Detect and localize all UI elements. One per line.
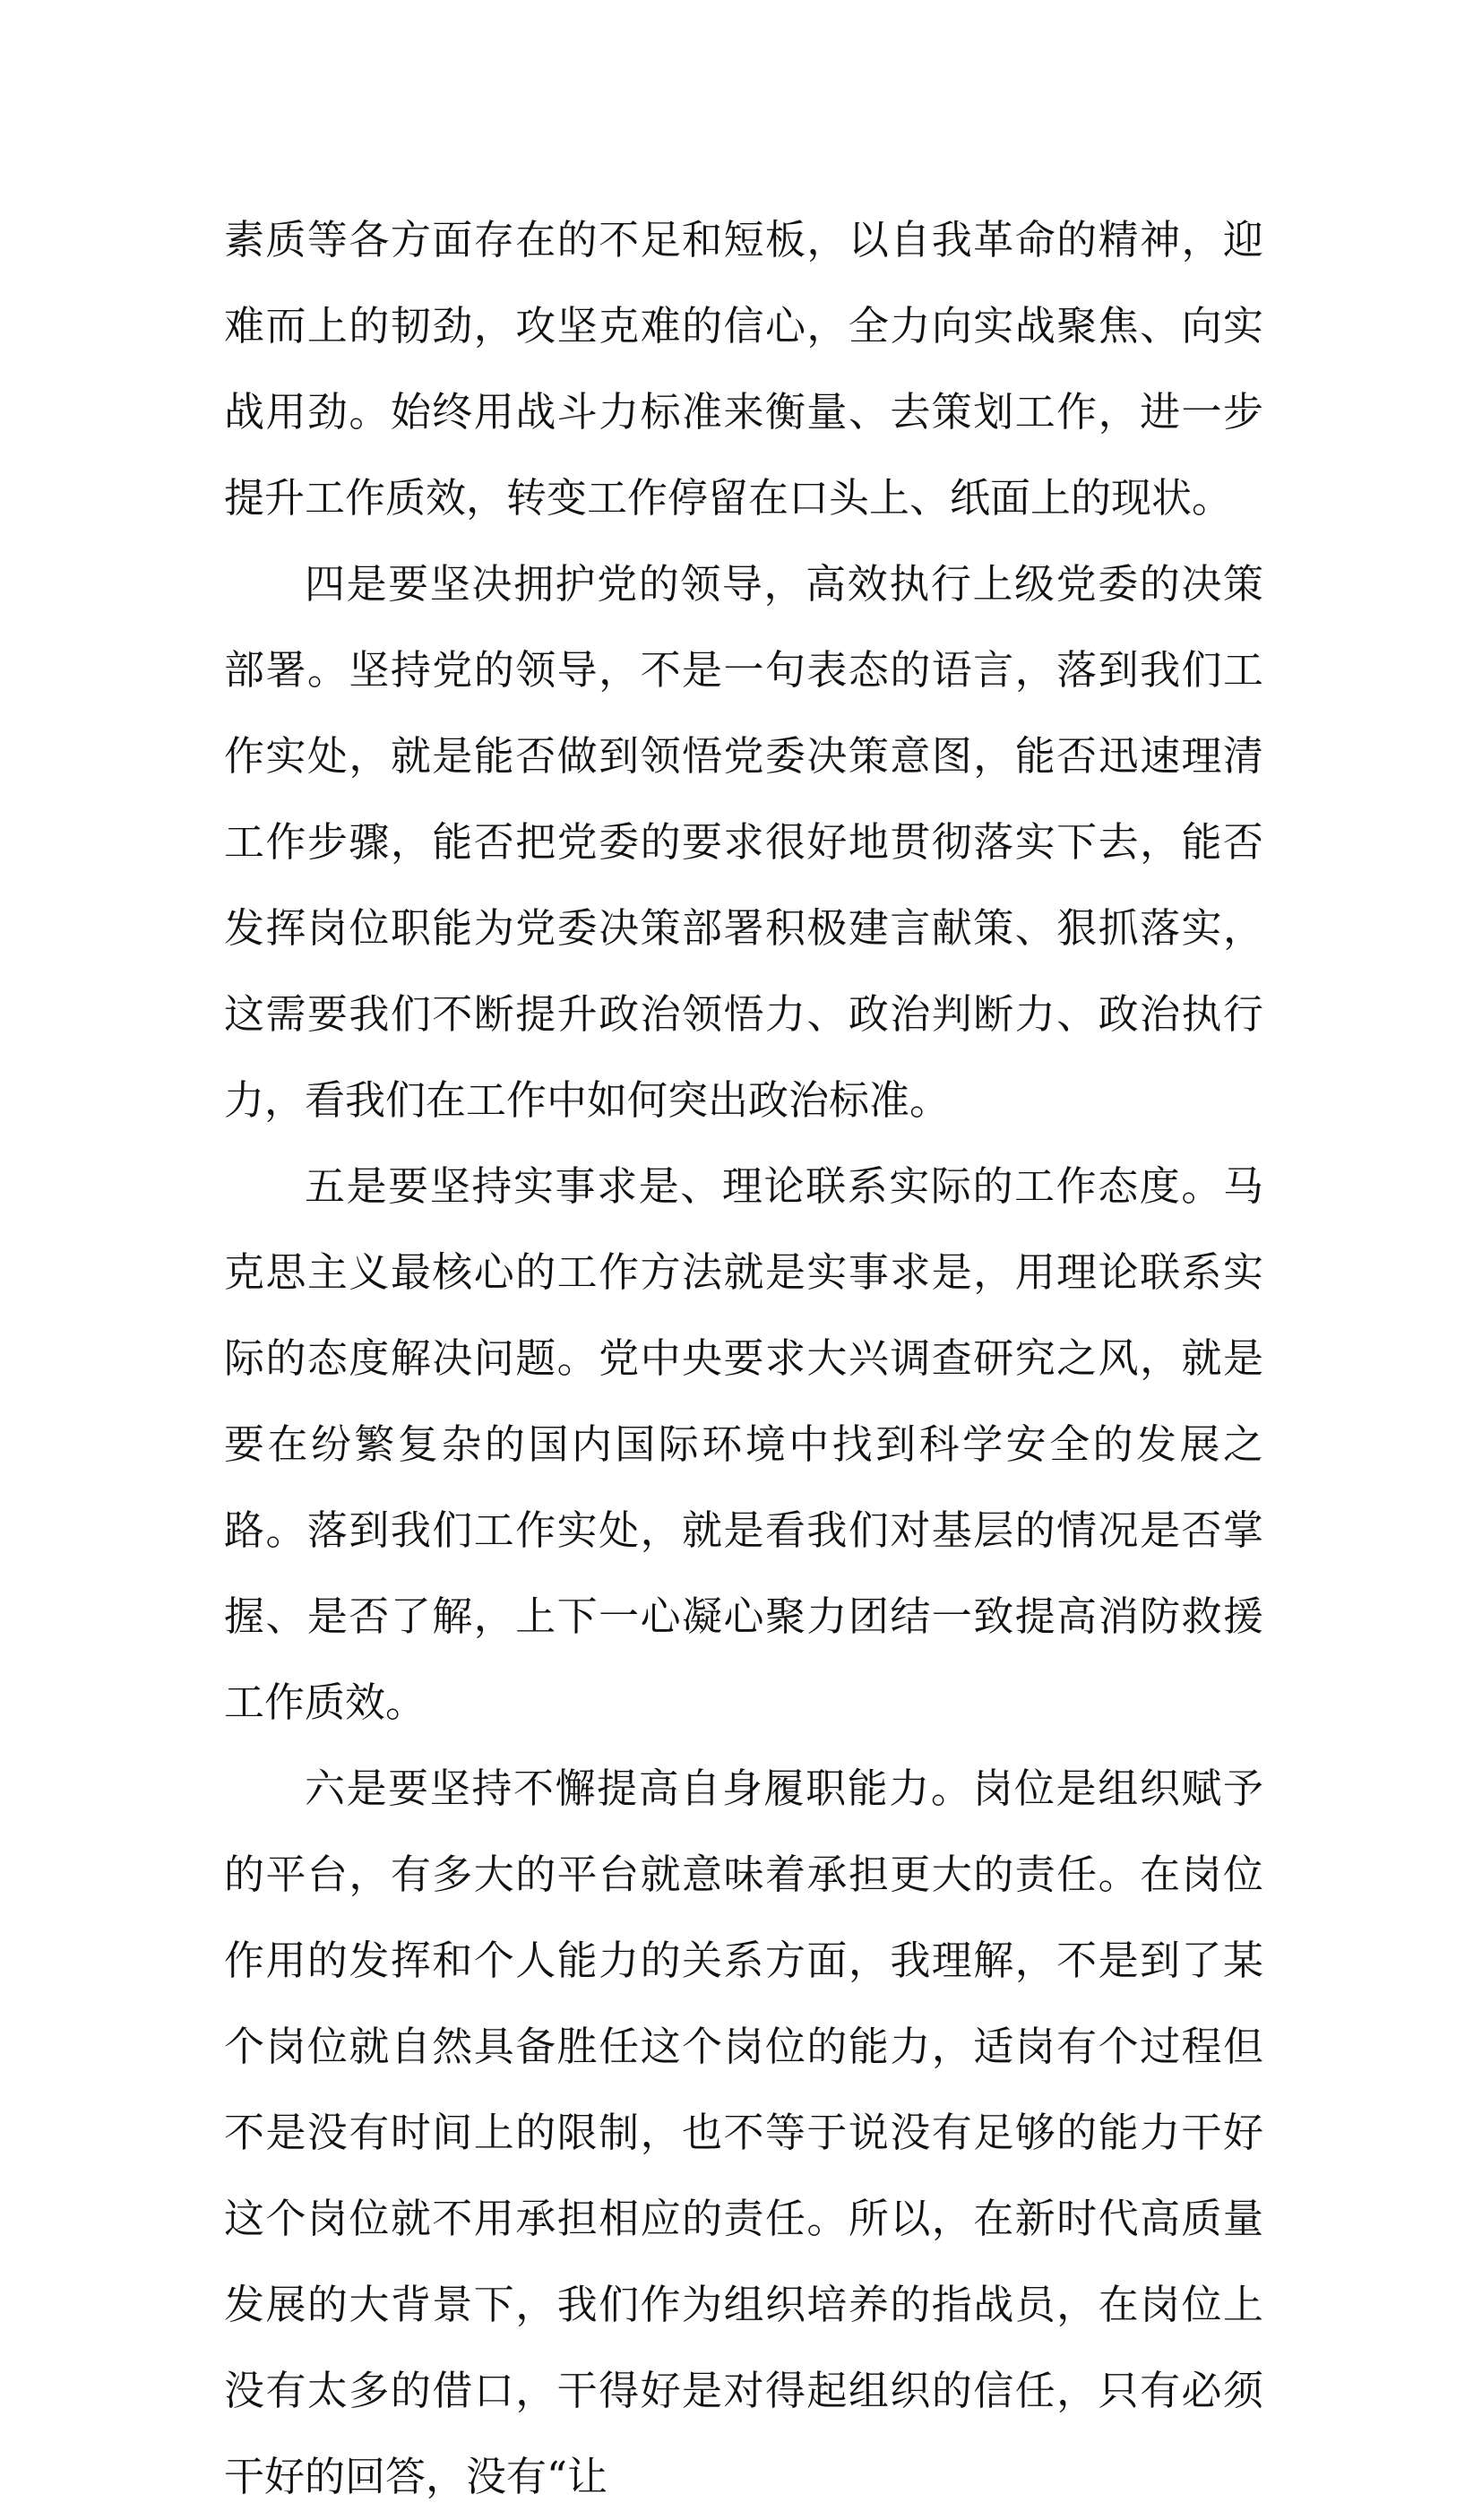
paragraph-point-five: 五是要坚持实事求是、理论联系实际的工作态度。马克思主义最核心的工作方法就是实事求是，用理论联系实际的态度解决问题。党中央要求大兴调查研究之风，就是要在纷繁复杂的国内国际环境中找到科学安全的发展之路。落到我们工作实处，就是看我们对基层的情况是否掌握、是否了解，上下一心凝心聚力团结一致提高消防救援工作质效。 [224,1162,1263,1726]
paragraph-point-four: 四是要坚决拥护党的领导，高效执行上级党委的决策部署。坚持党的领导，不是一句表态的语言，落到我们工作实处，就是能否做到领悟党委决策意图，能否迅速理清工作步骤，能否把党委的要求很好地贯彻落实下去，能否发挥岗位职能为党委决策部署积极建言献策、狠抓落实，这需要我们不断提升政治领悟力、政治判断力、政治执行力，看我们在工作中如何突出政治标准。 [224,560,1263,1124]
paragraph-point-six: 六是要坚持不懈提高自身履职能力。岗位是组织赋予的平台，有多大的平台就意味着承担更大的责任。在岗位作用的发挥和个人能力的关系方面，我理解，不是到了某个岗位就自然具备胜任这个岗位的能力，适岗有个过程但不是没有时间上的限制，也不等于说没有足够的能力干好这个岗位就不用承担相应的责任。所以，在新时代高质量发展的大背景下，我们作为组织培养的指战员，在岗位上没有太多的借口，干得好是对得起组织的信任，只有必须干好的回答，没有“让 [224,1765,1263,2500]
paragraph-continued: 素质等各方面存在的不足和短板，以自我革命的精神，迎难而上的韧劲，攻坚克难的信心，全力向实战聚焦、向实战用劲。始终用战斗力标准来衡量、去策划工作，进一步提升工作质效，转变工作停留在口头上、纸面上的现状。 [224,216,1263,522]
body-text [224,197,1263,2520]
